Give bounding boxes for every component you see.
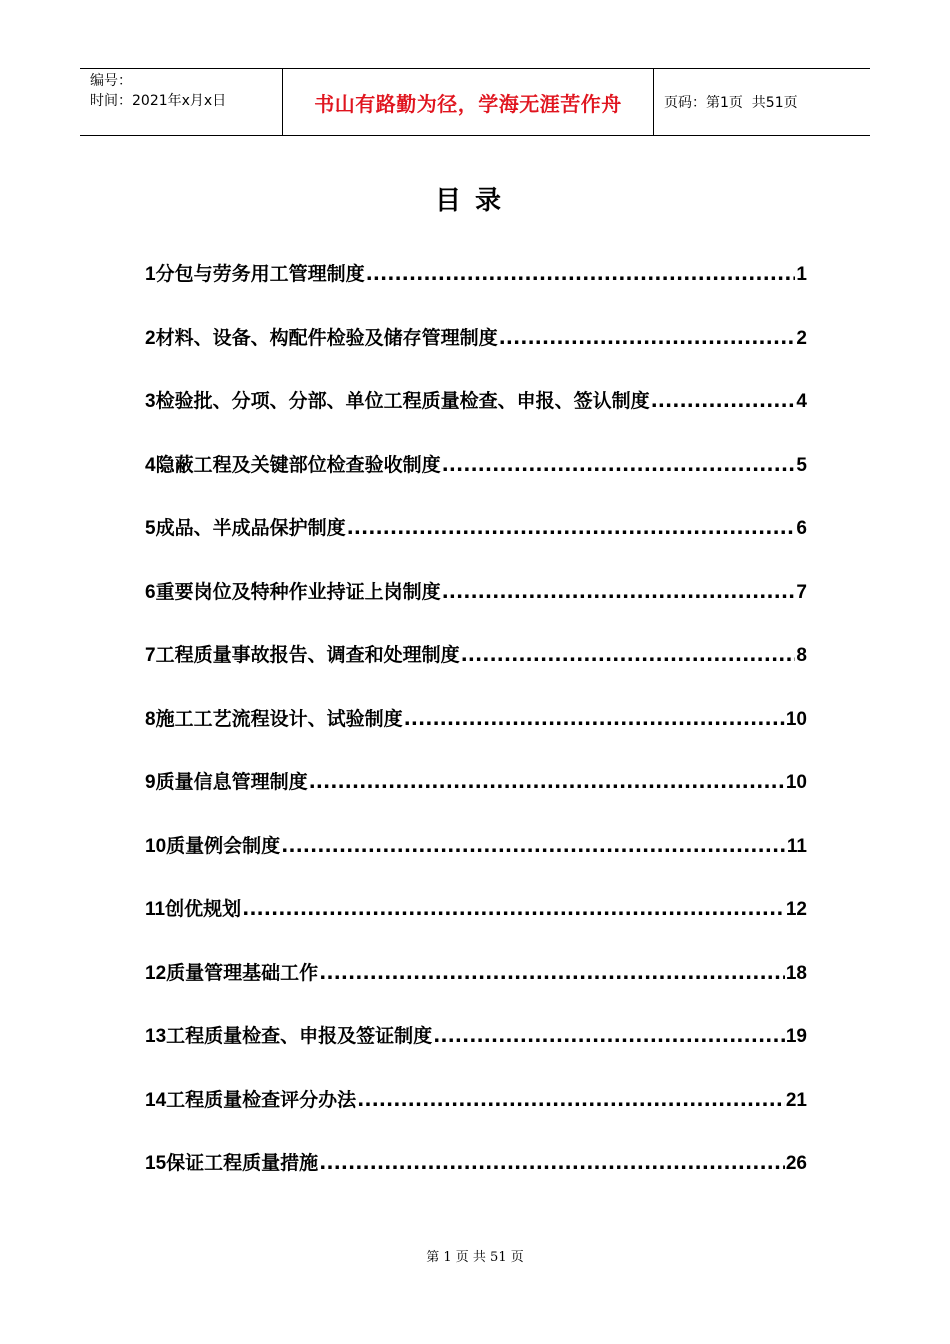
header-page-info-text: 页码：第1页 共51页	[664, 95, 798, 111]
toc-entry-number: 1	[145, 264, 156, 285]
toc-entry-number: 11	[145, 899, 166, 920]
toc-entry[interactable]	[145, 766, 807, 830]
toc-entry-page-number: 19	[785, 1026, 807, 1047]
toc-entry-page-number: 2	[796, 327, 807, 349]
toc-entry-leader-dots	[309, 766, 785, 798]
toc-entry[interactable]	[145, 893, 807, 957]
toc-entry-leader-dots	[651, 385, 796, 417]
toc-entry-title: 质量例会制度	[166, 834, 281, 857]
toc-entry-number: 2	[145, 327, 156, 349]
toc-entry-number: 6	[145, 581, 156, 603]
toc-entry-leader-dots	[319, 1147, 785, 1179]
toc-entry-number: 12	[145, 962, 167, 984]
toc-entry[interactable]	[145, 830, 807, 894]
toc-entry-number: 9	[145, 772, 156, 793]
toc-entry-page-number: 10	[785, 708, 807, 730]
toc-entry-page-number: 7	[796, 581, 807, 603]
toc-entry[interactable]	[145, 385, 807, 449]
toc-entry-leader-dots	[242, 893, 785, 925]
header-motto: 书山有路勤为径，学海无涯苦作舟	[282, 69, 654, 135]
footer-page-number: 第 1 页 共 51 页	[426, 1250, 524, 1265]
toc-entry-title: 分包与劳务用工管理制度	[155, 263, 365, 285]
header-meta	[80, 69, 282, 135]
toc-entry-title: 检验批、分项、分部、单位工程质量检查、申报、签认制度	[155, 390, 650, 412]
toc-entry-leader-dots	[404, 703, 785, 735]
toc-entry-number: 15	[145, 1153, 167, 1174]
toc-entry[interactable]	[145, 449, 807, 513]
toc-entry[interactable]	[145, 576, 807, 640]
toc-entry-number: 13	[145, 1026, 167, 1047]
toc-entry-page-number: 21	[785, 1089, 807, 1111]
toc-entry[interactable]	[145, 703, 807, 767]
toc-entry-number: 10	[145, 835, 167, 857]
toc-entry[interactable]	[145, 258, 807, 322]
toc-entry-page-number: 6	[796, 518, 807, 539]
toc-entry-number: 3	[145, 391, 156, 412]
toc-entry-number: 14	[145, 1089, 167, 1111]
toc-entry[interactable]	[145, 1084, 807, 1148]
toc-entry-leader-dots	[281, 830, 786, 862]
toc-entry-title: 施工工艺流程设计、试验制度	[155, 707, 403, 730]
toc-entry-number: 7	[145, 645, 156, 666]
toc-entry-page-number: 12	[785, 899, 807, 920]
toc-entry-page-number: 11	[786, 835, 807, 857]
header-page-info	[654, 69, 870, 135]
toc-entry-leader-dots	[461, 639, 796, 671]
toc-entry-title: 成品、半成品保护制度	[155, 517, 346, 539]
toc-entry-title: 工程质量检查评分办法	[166, 1088, 357, 1111]
toc-entry-leader-dots	[442, 576, 796, 608]
toc-entry-leader-dots	[433, 1020, 785, 1052]
toc-entry[interactable]	[145, 639, 807, 703]
toc-entry-leader-dots	[319, 957, 785, 989]
toc-entry[interactable]	[145, 957, 807, 1021]
document-number-label: 编号：	[90, 73, 132, 89]
toc-entry-title: 隐蔽工程及关键部位检查验收制度	[155, 453, 441, 476]
toc-entry-page-number: 10	[785, 772, 807, 793]
toc-entry-leader-dots	[442, 449, 796, 481]
toc-entry-title: 创优规划	[165, 898, 242, 920]
toc-entry-page-number: 5	[796, 454, 807, 476]
toc-entry-page-number: 18	[785, 962, 807, 984]
toc-entry-title: 材料、设备、构配件检验及储存管理制度	[155, 326, 498, 349]
document-date: 时间：2021年x月x日	[90, 93, 227, 109]
toc-entry[interactable]	[145, 1147, 807, 1211]
toc-entry-title: 质量信息管理制度	[155, 771, 308, 793]
toc-entry-title: 重要岗位及特种作业持证上岗制度	[155, 580, 441, 603]
toc-entry-leader-dots	[499, 322, 796, 354]
toc-entry-leader-dots	[357, 1084, 785, 1116]
toc-entry-page-number: 1	[796, 264, 807, 285]
toc-entry[interactable]	[145, 512, 807, 576]
toc-title: 目录	[434, 186, 515, 216]
toc-entry-number: 5	[145, 518, 156, 539]
toc-list	[145, 258, 807, 1211]
toc-entry-page-number: 4	[796, 391, 807, 412]
toc-entry-title: 工程质量检查、申报及签证制度	[166, 1025, 433, 1047]
toc-entry-number: 8	[145, 708, 156, 730]
toc-entry-title: 质量管理基础工作	[166, 961, 319, 984]
page-footer	[0, 1246, 950, 1265]
toc-entry-leader-dots	[366, 258, 796, 290]
toc-entry-page-number: 8	[796, 645, 807, 666]
toc-entry-leader-dots	[347, 512, 796, 544]
toc-entry-title: 工程质量事故报告、调查和处理制度	[155, 644, 460, 666]
page-header	[80, 68, 870, 136]
toc-entry-page-number: 26	[785, 1153, 807, 1174]
toc-entry[interactable]	[145, 322, 807, 386]
toc-entry[interactable]	[145, 1020, 807, 1084]
toc-entry-number: 4	[145, 454, 156, 476]
toc-entry-title: 保证工程质量措施	[166, 1152, 319, 1174]
